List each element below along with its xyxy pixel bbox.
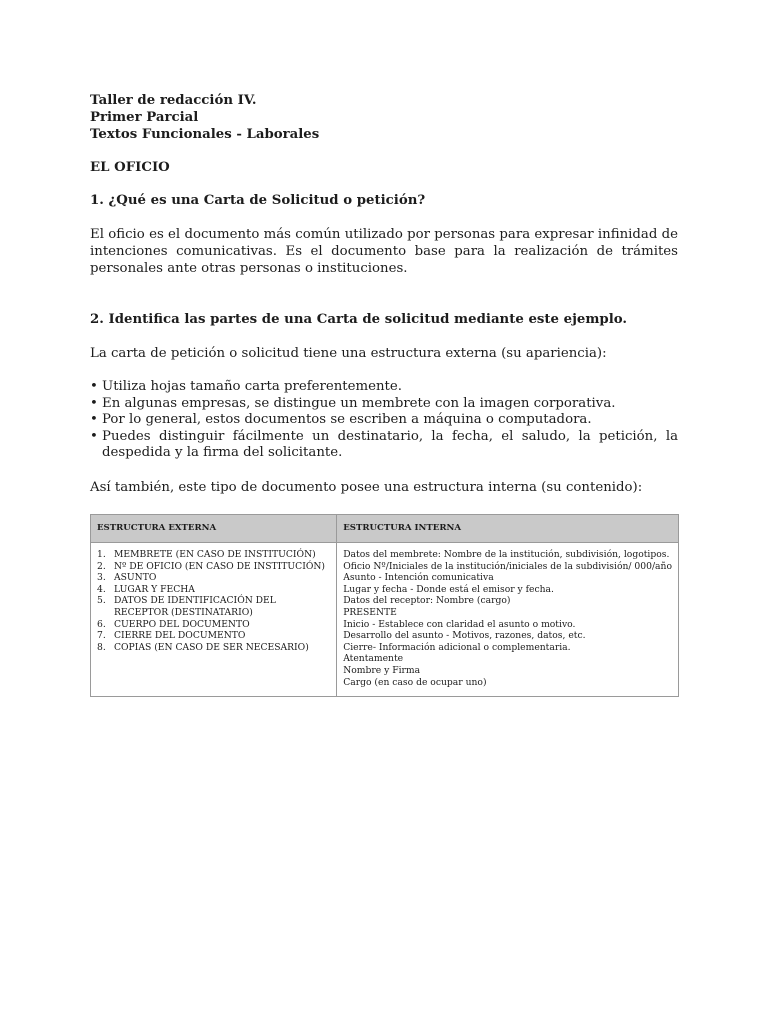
- structure-table: [90, 514, 679, 697]
- item-number: 6.: [97, 618, 106, 630]
- item-text: CUERPO DEL DOCUMENTO: [114, 618, 250, 630]
- list-item: [97, 549, 330, 561]
- externa-list: [97, 549, 330, 653]
- list-item: [97, 595, 330, 618]
- list-item: • Utiliza hojas tamaño carta preferentemente.: [90, 379, 678, 396]
- list-item: [97, 572, 330, 584]
- list-item: [97, 561, 330, 573]
- item-number: 8.: [97, 641, 106, 653]
- header-externa: ESTRUCTURA EXTERNA: [91, 515, 337, 543]
- question-2: 2. Identifica las partes de una Carta de solicitud mediante este ejemplo.: [90, 312, 628, 327]
- list-item: Datos del membrete: Nombre de la institución, subdivisión, logotipos.: [343, 549, 670, 560]
- question-1: 1. ¿Qué es una Carta de Solicitud o petición?: [90, 193, 426, 208]
- topic-title: Textos Funcionales - Laborales: [90, 127, 320, 142]
- item-text: Nº DE OFICIO (EN CASO DE INSTITUCIÓN): [114, 560, 325, 572]
- item-text: LUGAR Y FECHA: [114, 583, 195, 595]
- header-interna: ESTRUCTURA INTERNA: [337, 515, 679, 543]
- item-number: 7.: [97, 630, 106, 642]
- document-header: [90, 92, 319, 143]
- list-item: Cierre- Información adicional o complementaria.: [343, 641, 571, 653]
- item-text: MEMBRETE (EN CASO DE INSTITUCIÓN): [114, 549, 316, 560]
- interna-cell: [337, 543, 679, 697]
- list-item: [97, 619, 330, 631]
- item-number: 2.: [97, 560, 106, 572]
- list-item: Desarrollo del asunto - Motivos, razones, datos, etc.: [343, 630, 586, 642]
- item-number: 5.: [97, 595, 106, 607]
- list-item: Cargo (en caso de ocupar uno): [343, 676, 487, 688]
- item-text: COPIAS (EN CASO DE SER NECESARIO): [114, 641, 309, 653]
- paragraph-definition: El oficio es el documento más común utilizado por personas para expresar infinidad de intenciones comunicativas. Es el documento base para la realización de trámites personales ante otras personas o instituciones.: [90, 227, 678, 277]
- item-number: 1.: [97, 549, 106, 560]
- list-item: Oficio Nº/Iniciales de la institución/iniciales de la subdivisión/ 000/año: [343, 560, 672, 572]
- list-item: Nombre y Firma: [343, 664, 421, 676]
- course-title: Taller de redacción IV.: [90, 93, 257, 108]
- list-item: Inicio - Establece con claridad el asunto o motivo.: [343, 618, 576, 630]
- table-row: [91, 543, 679, 697]
- list-item: Lugar y fecha - Donde está el emisor y fecha.: [343, 583, 554, 595]
- exam-title: Primer Parcial: [90, 110, 199, 125]
- list-item: Datos del receptor: Nombre (cargo): [343, 595, 511, 607]
- item-number: 4.: [97, 583, 106, 595]
- item-text: ASUNTO: [114, 572, 157, 584]
- list-item: Asunto - Intención comunicativa: [343, 572, 494, 584]
- list-item: [97, 630, 330, 642]
- list-item: • En algunas empresas, se distingue un membrete con la imagen corporativa.: [90, 396, 678, 413]
- table-header-row: [91, 515, 679, 543]
- list-item: PRESENTE: [343, 606, 397, 618]
- item-text: DATOS DE IDENTIFICACIÓN DEL RECEPTOR (DESTINATARIO): [114, 595, 276, 618]
- bullet-list: [90, 379, 678, 462]
- list-item: [97, 642, 330, 654]
- item-text: CIERRE DEL DOCUMENTO: [114, 630, 246, 642]
- list-item: Atentamente: [343, 653, 404, 665]
- list-item: • Puedes distinguir fácilmente un destinatario, la fecha, el saludo, la petición, la despedida y la firma del solicitante.: [90, 429, 678, 462]
- list-item: • Por lo general, estos documentos se escriben a máquina o computadora.: [90, 412, 678, 429]
- item-number: 3.: [97, 572, 106, 584]
- paragraph-internal-structure: Así también, este tipo de documento posee una estructura interna (su contenido):: [90, 480, 643, 495]
- paragraph-external-structure: La carta de petición o solicitud tiene una estructura externa (su apariencia):: [90, 346, 607, 361]
- list-item: [97, 584, 330, 596]
- externa-cell: [91, 543, 337, 697]
- section-title: EL OFICIO: [90, 160, 170, 175]
